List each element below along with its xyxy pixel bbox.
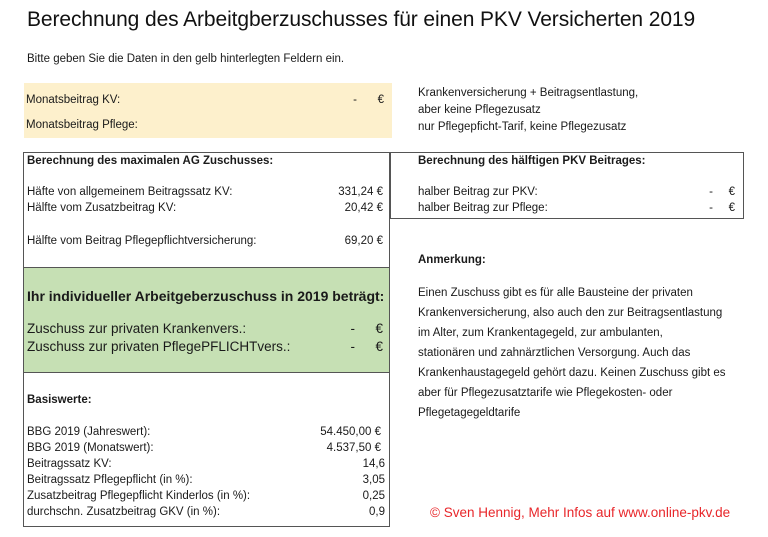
result-row-label: Zuschuss zur privaten PflegePFLICHTvers.: [27, 339, 291, 354]
base-row-value: 0,25 [362, 490, 385, 502]
max-ag-row-label: Hälfte vom Beitrag Pflegepflichtversicherung: [27, 235, 257, 247]
kv-currency: € [377, 94, 384, 106]
base-row-value: 0,9 [369, 506, 385, 518]
note-line: Krankenversicherung, also auch den zur Beitragsentlastung [418, 307, 723, 319]
half-pkv-row-label: halber Beitrag zur PKV: [418, 186, 538, 198]
note-line: im Alter, zum Krankentagegeld, zur ambulanten, [418, 327, 663, 339]
max-ag-row-value: 331,24 € [338, 186, 383, 198]
page-title: Berechnung des Arbeitgberzuschusses für einen PKV Versicherten 2019 [27, 8, 696, 31]
copyright-link[interactable]: © Sven Hennig, Mehr Infos auf www.online-pkv.de [430, 505, 731, 520]
base-row-label: BBG 2019 (Jahreswert): [27, 426, 151, 438]
max-ag-row-value: 20,42 € [344, 202, 383, 214]
base-row-label: BBG 2019 (Monatswert): [27, 442, 154, 454]
base-row-value: 14,6 [362, 458, 385, 470]
result-section [24, 267, 389, 373]
pflege-input-label: Monatsbeitrag Pflege: [26, 119, 138, 131]
half-pkv-row-value: - [709, 186, 713, 198]
note-line: Einen Zuschuss gibt es für alle Bausteine der privaten [418, 287, 693, 299]
note-text [418, 283, 748, 423]
max-ag-row-label: Häfte von allgemeinem Beitragssatz KV: [27, 186, 233, 198]
base-heading: Basiswerte: [27, 394, 92, 406]
base-row-label: Zusatzbeitrag Pflegepflicht Kinderlos (in %): [27, 490, 251, 502]
result-row-value: - [350, 321, 355, 336]
kv-hint-line2: aber keine Pflegezusatz [418, 104, 541, 116]
max-ag-heading: Berechnung des maximalen AG Zuschusses: [27, 155, 274, 167]
instruction-text: Bitte geben Sie die Daten in den gelb hinterlegten Feldern ein. [27, 53, 345, 65]
base-row-label: Beitragssatz KV: [27, 458, 112, 470]
pflege-input-field[interactable] [297, 119, 357, 133]
kv-input-label: Monatsbeitrag KV: [26, 94, 121, 106]
half-pkv-row-value: - [709, 202, 713, 214]
result-row-value: - [350, 339, 355, 354]
result-row-currency: € [375, 339, 383, 354]
base-row-value: 3,05 [362, 474, 385, 486]
note-heading: Anmerkung: [418, 254, 486, 266]
half-pkv-row-currency: € [728, 202, 735, 214]
result-row-label: Zuschuss zur privaten Krankenvers.: [27, 321, 247, 336]
input-section [24, 83, 392, 138]
max-ag-row-value: 69,20 € [344, 235, 383, 247]
base-row-label: Beitragssatz Pflegepflicht (in %): [27, 474, 193, 486]
kv-input-field[interactable]: - [353, 94, 357, 106]
base-row-label: durchschn. Zusatzbeitrag GKV (in %): [27, 506, 221, 518]
note-line: Pflegetagegeldtarife [418, 407, 521, 419]
half-pkv-heading: Berechnung des hälftigen PKV Beitrages: [418, 155, 646, 167]
half-pkv-box [390, 152, 744, 219]
half-pkv-row-currency: € [728, 186, 735, 198]
base-row-value: 54.450,00 € [320, 426, 381, 438]
note-line: stationären und zahnärztlichen Versorgung. Auch das [418, 347, 691, 359]
base-row-value: 4.537,50 € [326, 442, 381, 454]
result-heading: Ihr individueller Arbeitgeberzuschuss in 2019 beträgt: [27, 288, 385, 304]
max-ag-box [23, 152, 390, 527]
pflege-hint: nur Pflegepficht-Tarif, keine Pflegezusatz [418, 121, 627, 133]
note-line: Krankenhaustagegeld gehört dazu. Keinen Zuschuss gibt es [418, 367, 726, 379]
max-ag-row-label: Hälfte vom Zusatzbeitrag KV: [27, 202, 177, 214]
note-line: aber für Pflegezusatztarife wie Pflegekosten- oder [418, 387, 673, 399]
kv-hint-line1: Krankenversicherung + Beitragsentlastung, [418, 87, 639, 99]
result-row-currency: € [375, 321, 383, 336]
half-pkv-row-label: halber Beitrag zur Pflege: [418, 202, 548, 214]
